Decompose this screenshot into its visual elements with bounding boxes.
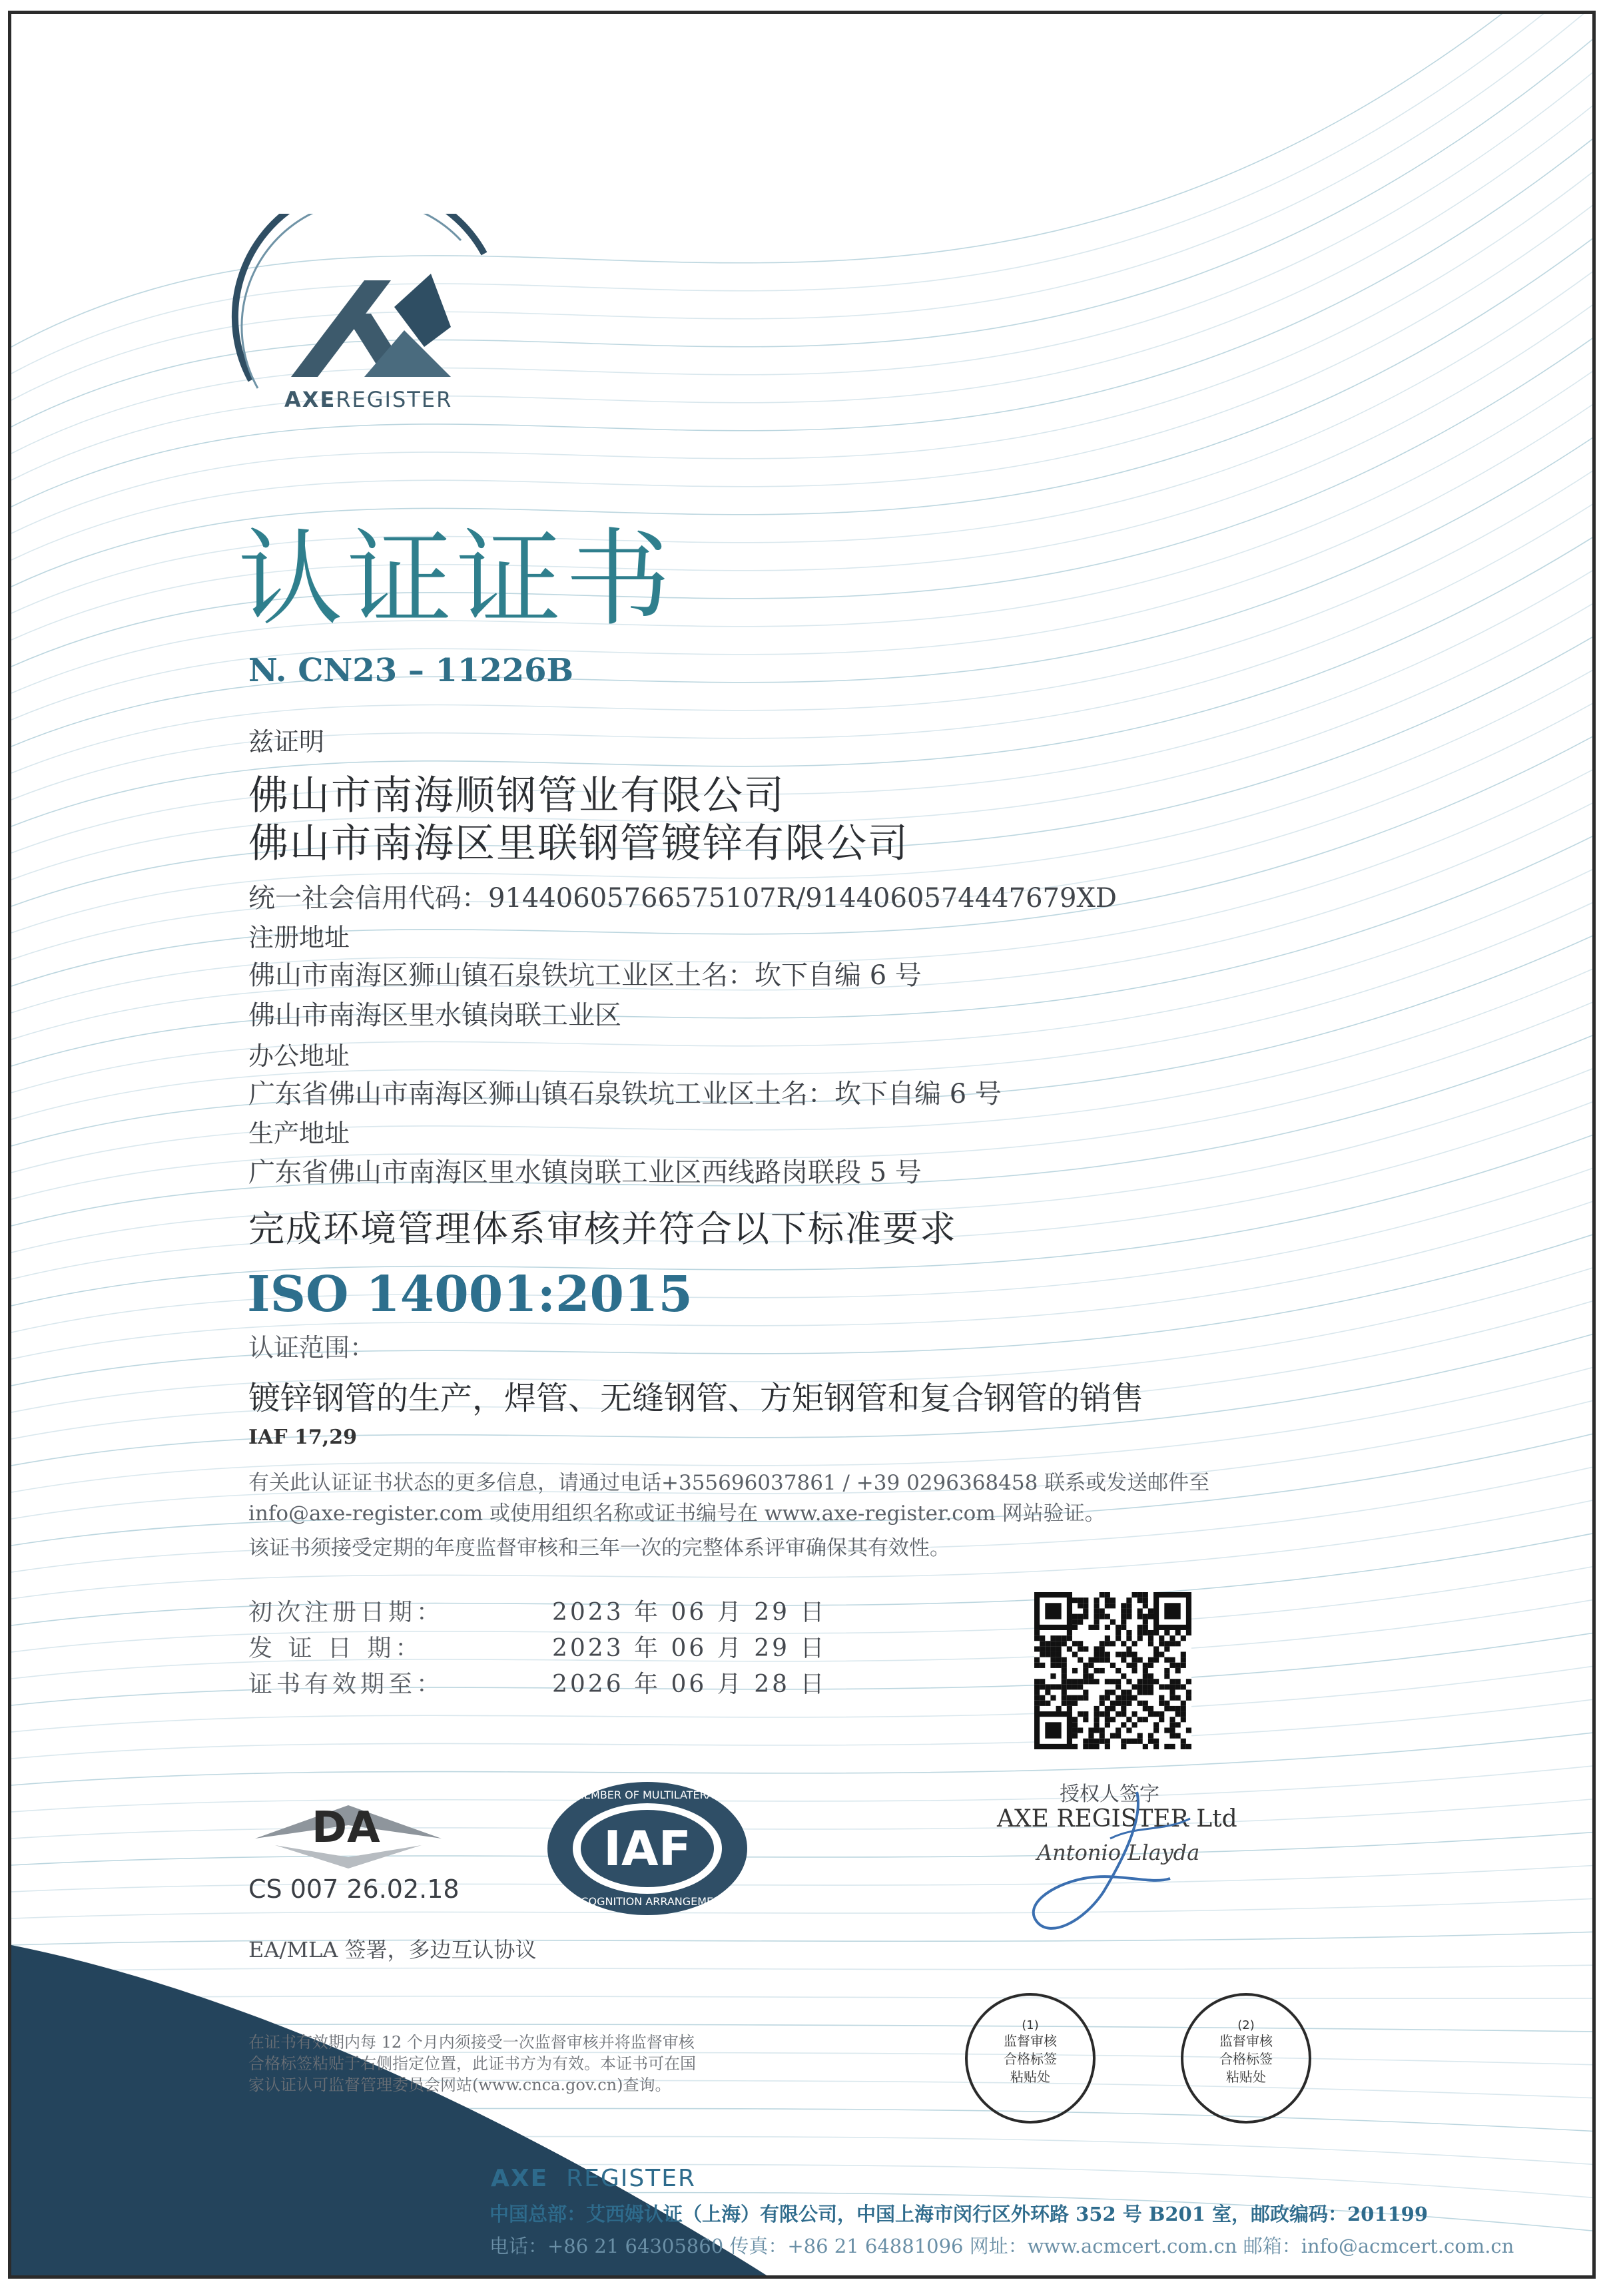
iaf-code: IAF 17,29: [248, 1426, 357, 1449]
da-accreditation-logo: [248, 1779, 448, 1878]
scope-label: 认证范围：: [248, 1333, 376, 1362]
accreditation-code: CS 007 26.02.18: [248, 1874, 460, 1904]
iaf-bottom-text: RECOGNITION ARRANGEMENT: [567, 1895, 728, 1908]
signer-name: Antonio Llayda: [1037, 1840, 1200, 1865]
stamp-note-line-1: 在证书有效期内每 12 个月内须接受一次监督审核并将监督审核: [248, 2033, 695, 2052]
info-line-2: info@axe-register.com 或使用组织名称或证书编号在 www.axe-register.com 网站验证。: [248, 1502, 1106, 1526]
iaf-top-text: MEMBER OF MULTILATERAL: [575, 1789, 720, 1801]
footer-address: 中国总部：艾西姆认证（上海）有限公司，中国上海市闵行区外环路 352 号 B201 室，邮政编码：201199: [489, 2203, 1429, 2225]
production-address-label: 生产地址: [248, 1119, 350, 1148]
handwritten-signature: [1010, 1779, 1223, 1952]
hereby-label: 兹证明: [248, 727, 325, 756]
stamp-note-line-2: 合格标签粘贴于右侧指定位置，此证书方为有效。本证书可在国: [248, 2054, 696, 2073]
company-name-2: 佛山市南海区里联钢管镀锌有限公司: [248, 820, 909, 867]
reg-address-line-2: 佛山市南海区里水镇岗联工业区: [248, 1000, 621, 1031]
authorized-signature-label: 授权人签字: [1060, 1783, 1159, 1806]
first-registration-date: 2023 年 06 月 29 日: [552, 1599, 827, 1626]
expiry-date-label: 证书有效期至：: [248, 1671, 445, 1698]
info-line-1: 有关此认证证书状态的更多信息，请通过电话+355696037861 / +39 0296368458 联系或发送邮件至: [248, 1471, 1210, 1495]
expiry-date: 2026 年 06 月 28 日: [552, 1671, 827, 1698]
info-line-3: 该证书须接受定期的年度监督审核和三年一次的完整体系评审确保其有效性。: [248, 1536, 950, 1560]
certification-scope: 镀锌钢管的生产，焊管、无缝钢管、方矩钢管和复合钢管的销售: [248, 1380, 1144, 1417]
issue-date: 2023 年 06 月 29 日: [552, 1635, 827, 1662]
credit-code: 统一社会信用代码：91440605766575107R/9144060574447679XD: [248, 883, 1117, 914]
office-address-label: 办公地址: [248, 1041, 350, 1071]
company-name-1: 佛山市南海顺钢管业有限公司: [248, 772, 785, 819]
requirement-statement: 完成环境管理体系审核并符合以下标准要求: [248, 1208, 957, 1250]
signer-company: AXE REGISTER Ltd: [997, 1805, 1237, 1833]
iaf-logo: [544, 1779, 751, 1918]
certificate-number: N. CN23 – 11226B: [248, 652, 574, 689]
ea-mla-statement: EA/MLA 签署，多边互认协议: [248, 1937, 537, 1962]
logo-wordmark: AXEREGISTER: [284, 387, 453, 412]
issue-date-label: 发 证 日 期：: [248, 1635, 424, 1662]
certificate-title: 认证证书: [238, 518, 675, 641]
reg-address-label: 注册地址: [248, 923, 350, 952]
surveillance-stamp-slot-1: (1) 监督审核 合格标签 粘贴处: [965, 1993, 1096, 2124]
surveillance-stamp-slot-2: (2) 监督审核 合格标签 粘贴处: [1181, 1993, 1311, 2124]
certificate-frame: [8, 11, 1596, 2279]
iaf-mark-text: IAF: [603, 1821, 691, 1876]
iso-standard: ISO 14001:2015: [247, 1266, 693, 1323]
qr-code[interactable]: [1034, 1592, 1191, 1749]
footer-contact: 电话：+86 21 64305860 传真：+86 21 64881096 网址：www.acmcert.com.cn 邮箱：info@acmcert.com.cn: [489, 2235, 1514, 2257]
stamp-note-line-3: 家认证认可监督管理委员会网站(www.cnca.gov.cn)查询。: [248, 2076, 671, 2094]
production-address: 广东省佛山市南海区里水镇岗联工业区西线路岗联段 5 号: [248, 1157, 922, 1188]
first-registration-label: 初次注册日期：: [248, 1599, 445, 1626]
office-address: 广东省佛山市南海区狮山镇石泉铁坑工业区土名：坎下自编 6 号: [248, 1079, 1002, 1109]
da-mark-text: DA: [312, 1803, 380, 1853]
footer-brand: AXE REGISTER: [491, 2165, 696, 2192]
reg-address-line-1: 佛山市南海区狮山镇石泉铁坑工业区土名：坎下自编 6 号: [248, 960, 922, 991]
